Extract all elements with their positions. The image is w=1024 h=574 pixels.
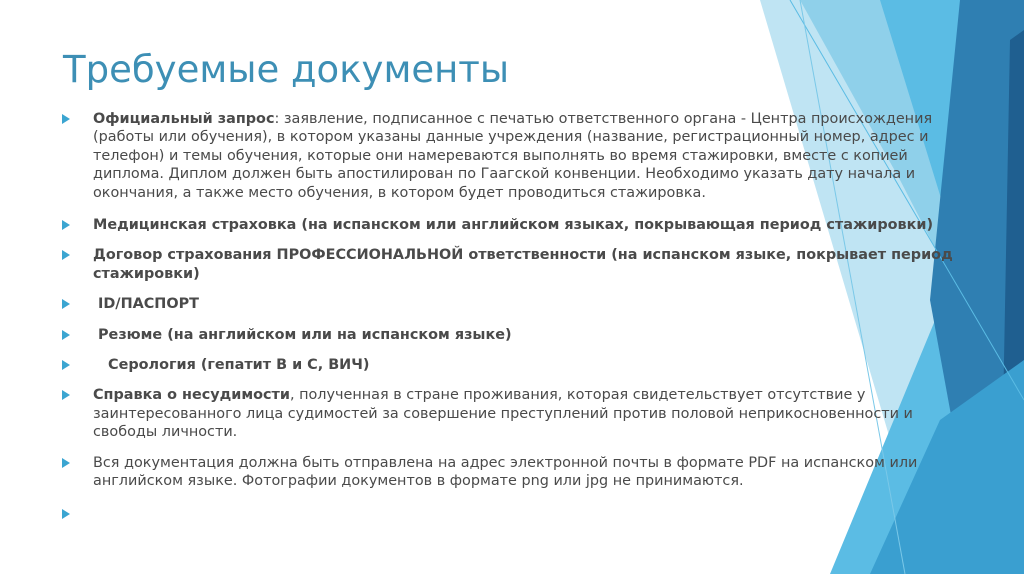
item-text: Вся документация должна быть отправлена на адрес электронной почты в формате PDF на испанском или английском языке. Фотографии документов в формате png или jpg не принимаются. xyxy=(93,454,918,490)
list-item xyxy=(62,505,962,523)
triangle-bullet-icon xyxy=(62,360,70,370)
item-text: Договор страхования ПРОФЕССИОНАЛЬНОЙ ответственности (на испанском языке, покрывает период стажировки) xyxy=(93,247,953,282)
item-bold-text: Официальный запрос xyxy=(93,111,275,127)
item-text: Медицинская страховка (на испанском или английском языках, покрывающая период стажировки) xyxy=(93,217,934,234)
requirements-list xyxy=(62,110,962,523)
triangle-bullet-icon xyxy=(62,114,70,124)
list-item xyxy=(62,386,962,441)
triangle-bullet-icon xyxy=(62,299,70,309)
list-item xyxy=(62,326,962,344)
item-text: Серология (гепатит В и С, ВИЧ) xyxy=(93,357,370,374)
triangle-bullet-icon xyxy=(62,330,70,340)
item-text: , полученная в стране проживания, которая свидетельствует отсутствие у заинтересованного лица судимостей за совершение преступлений против половой неприкосновенности и свободы личности. xyxy=(93,387,913,441)
list-item xyxy=(62,356,962,374)
list-item xyxy=(62,295,962,313)
list-item xyxy=(62,246,962,283)
triangle-bullet-icon xyxy=(62,250,70,260)
triangle-bullet-icon xyxy=(62,458,70,468)
triangle-bullet-icon xyxy=(62,509,70,519)
item-text: Резюме (на английском или на испанском языке) xyxy=(93,326,512,343)
list-item xyxy=(62,216,962,234)
triangle-bullet-icon xyxy=(62,390,70,400)
item-text: : заявление, подписанное с печатью ответственного органа - Центра происхождения (работы или обучения), в котором указаны данные учреждения (название, регистрационный номер, адрес и телефон) и темы обучения, которые они намереваются выполнять во время стажировки, вместе с копией диплома. Диплом должен быть апостилирован по Гаагской конвенции. Необходимо указать дату начала и окончания, а также место обучения, в котором будет проводиться стажировка. xyxy=(93,111,933,201)
triangle-bullet-icon xyxy=(62,220,70,230)
item-bold-text: Справка о несудимости xyxy=(93,387,290,404)
item-text: ID/ПАСПОРТ xyxy=(93,296,199,313)
page-title: Требуемые документы xyxy=(63,48,510,91)
list-item xyxy=(62,454,962,491)
list-item xyxy=(62,110,962,202)
